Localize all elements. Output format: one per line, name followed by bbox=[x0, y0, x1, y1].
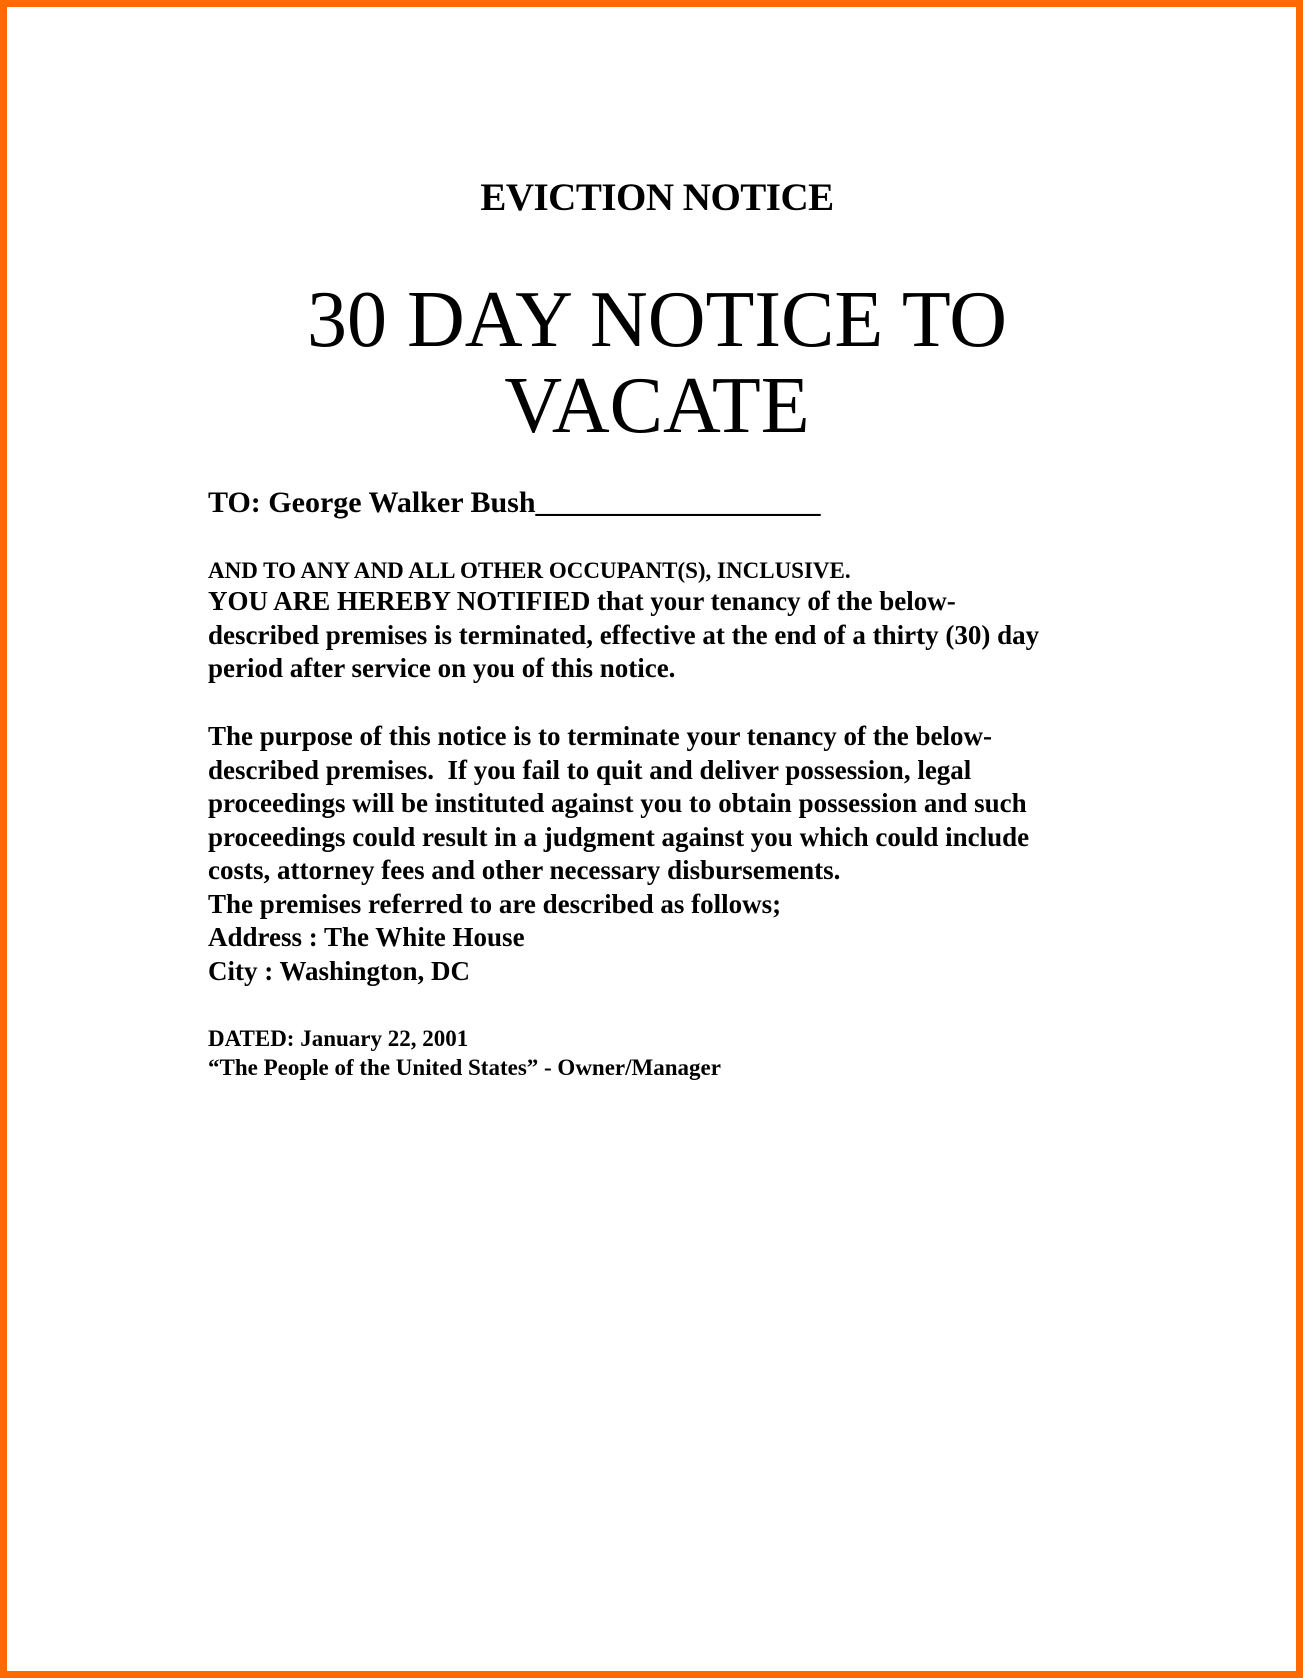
address-line: Address : The White House bbox=[208, 922, 525, 952]
notice-title-line-2: VACATE bbox=[504, 362, 810, 450]
recipient-line: TO: George Walker Bush___________________ bbox=[208, 486, 821, 519]
dated-block bbox=[208, 1024, 721, 1082]
notice-title bbox=[208, 277, 1106, 449]
paragraph-line: costs, attorney fees and other necessary disbursements. bbox=[208, 855, 841, 885]
paragraph-line: period after service on you of this notice. bbox=[208, 653, 676, 683]
purpose-paragraph bbox=[208, 720, 1138, 988]
paragraph-line: described premises is terminated, effective at the end of a thirty (30) day bbox=[208, 619, 1040, 650]
dated-line: DATED: January 22, 2001 bbox=[208, 1026, 469, 1051]
paragraph-line: proceedings could result in a judgment against you which could include bbox=[208, 821, 1030, 852]
paragraph-line: described premises. If you fail to quit and deliver possession, legal bbox=[208, 754, 972, 785]
notice-heading: EVICTION NOTICE bbox=[480, 176, 834, 219]
occupants-line: AND TO ANY AND ALL OTHER OCCUPANT(S), INCLUSIVE. bbox=[208, 558, 851, 583]
paragraph-line: proceedings will be instituted against you to obtain possession and such bbox=[208, 788, 1027, 818]
city-line: City : Washington, DC bbox=[208, 955, 471, 986]
paragraph-line: The purpose of this notice is to terminate your tenancy of the below- bbox=[208, 721, 992, 751]
signature-line: “The People of the United States” - Owner/Manager bbox=[208, 1055, 721, 1080]
notice-title-line-1: 30 DAY NOTICE TO bbox=[306, 276, 1008, 364]
paragraph-line: YOU ARE HEREBY NOTIFIED that your tenancy of the below- bbox=[208, 586, 956, 616]
premises-intro-line: The premises referred to are described as follows; bbox=[208, 888, 782, 919]
notification-paragraph bbox=[208, 585, 1138, 686]
